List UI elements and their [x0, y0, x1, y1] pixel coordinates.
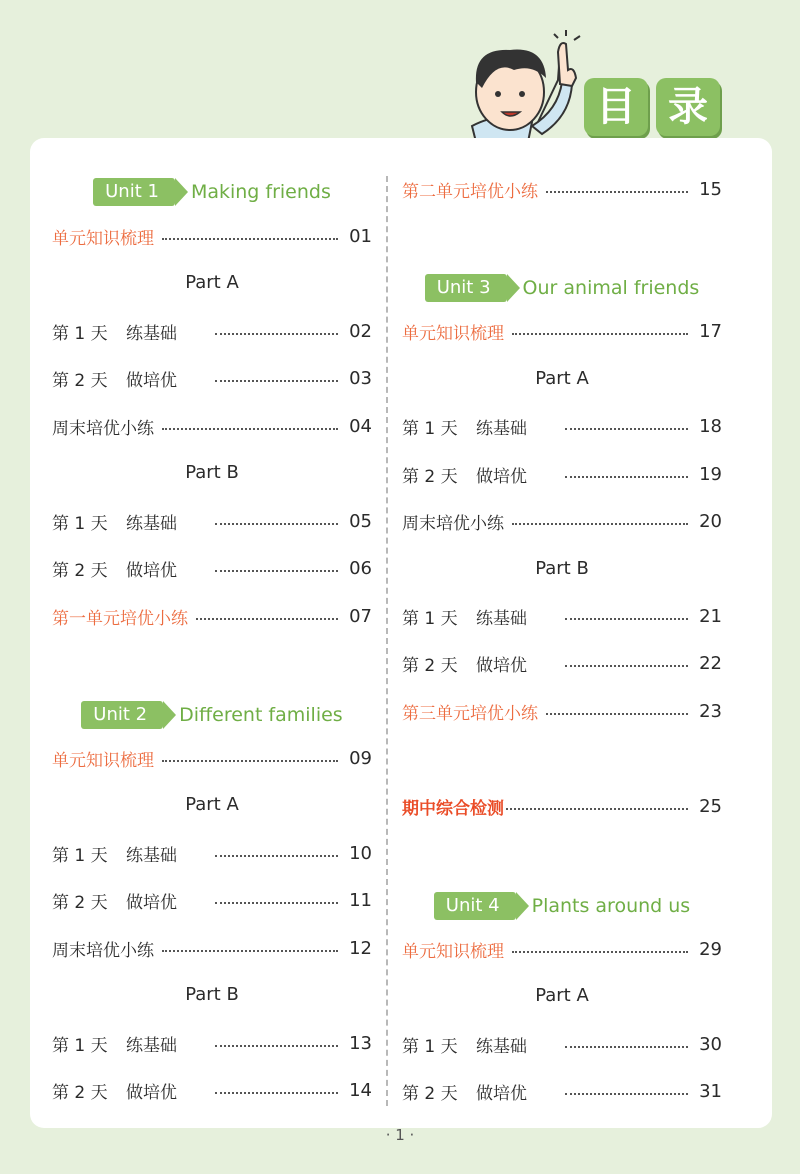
entry-label: 第二单元培优小练 [402, 181, 538, 202]
leader-dots [512, 945, 688, 953]
entry-page: 30 [699, 1033, 722, 1055]
entry-label: 第一单元培优小练 [52, 608, 188, 629]
entry-page: 13 [349, 1032, 372, 1054]
entry-day: 第 1 天 [52, 1035, 108, 1056]
leader-dots [215, 896, 338, 904]
leader-dots [565, 1087, 688, 1095]
toc-entry[interactable] [402, 174, 722, 204]
entry-label: 期中综合检测 [402, 798, 504, 819]
toc-entry-midterm[interactable] [402, 791, 722, 821]
toc-entry[interactable] [52, 316, 372, 346]
leader-dots [565, 659, 688, 667]
entry-activity: 做培优 [126, 892, 177, 913]
leader-dots [215, 1039, 338, 1047]
entry-page: 31 [699, 1080, 722, 1102]
unit-heading [52, 700, 372, 730]
leader-dots [506, 802, 688, 810]
entry-day: 第 1 天 [52, 845, 108, 866]
entry-page: 14 [349, 1079, 372, 1101]
entry-page: 03 [349, 367, 372, 389]
entry-activity: 做培优 [476, 1083, 527, 1104]
entry-page: 05 [349, 510, 372, 532]
entry-activity: 练基础 [126, 845, 177, 866]
part-heading: Part B [535, 558, 589, 579]
title-char-2: 录 [656, 78, 720, 136]
boy-pointing-mascot [462, 30, 592, 142]
leader-dots [162, 754, 338, 762]
leader-dots [162, 232, 338, 240]
toc-entry[interactable] [52, 553, 372, 583]
unit-heading [52, 177, 372, 207]
toc-entry[interactable] [52, 933, 372, 963]
leader-dots [565, 470, 688, 478]
entry-label: 单元知识梳理 [402, 323, 504, 344]
unit-topic: Plants around us [531, 895, 691, 917]
unit-badge: Unit 1 [93, 178, 175, 206]
entry-label: 单元知识梳理 [52, 750, 154, 771]
entry-day: 第 2 天 [402, 466, 458, 487]
entry-page: 15 [699, 178, 722, 200]
leader-dots [546, 185, 688, 193]
part-heading: Part A [185, 794, 239, 815]
entry-page: 25 [699, 795, 722, 817]
leader-dots [512, 327, 688, 335]
leader-dots [565, 422, 688, 430]
entry-page: 04 [349, 415, 372, 437]
entry-day: 第 1 天 [52, 323, 108, 344]
part-heading: Part A [535, 368, 589, 389]
unit-badge: Unit 2 [81, 701, 163, 729]
leader-dots [162, 944, 338, 952]
leader-dots [215, 564, 338, 572]
unit-badge: Unit 3 [425, 274, 507, 302]
unit-topic: Different families [179, 704, 343, 726]
toc-entry[interactable] [52, 363, 372, 393]
page-number: · 1 · [385, 1126, 415, 1144]
entry-page: 07 [349, 605, 372, 627]
leader-dots [565, 1040, 688, 1048]
leader-dots [565, 612, 688, 620]
entry-day: 第 2 天 [52, 892, 108, 913]
entry-label: 周末培优小练 [52, 418, 154, 439]
leader-dots [215, 374, 338, 382]
entry-label: 周末培优小练 [52, 940, 154, 961]
entry-label: 第三单元培优小练 [402, 703, 538, 724]
entry-page: 11 [349, 889, 372, 911]
toc-entry[interactable] [52, 885, 372, 915]
leader-dots [215, 1086, 338, 1094]
entry-activity: 练基础 [476, 608, 527, 629]
toc-entry[interactable] [52, 743, 372, 773]
toc-entry[interactable] [402, 1076, 722, 1106]
entry-page: 22 [699, 652, 722, 674]
entry-activity: 练基础 [476, 1036, 527, 1057]
entry-day: 第 1 天 [402, 1036, 458, 1057]
entry-day: 第 1 天 [402, 418, 458, 439]
toc-entry[interactable] [402, 1029, 722, 1059]
unit-heading [402, 891, 722, 921]
entry-day: 第 2 天 [52, 560, 108, 581]
entry-activity: 练基础 [126, 513, 177, 534]
title-char-1: 目 [584, 78, 648, 136]
toc-entry[interactable] [52, 1075, 372, 1105]
entry-activity: 做培优 [126, 560, 177, 581]
part-heading: Part A [535, 985, 589, 1006]
part-heading: Part B [185, 462, 239, 483]
entry-day: 第 2 天 [402, 655, 458, 676]
column-divider [386, 176, 388, 1106]
leader-dots [546, 707, 688, 715]
leader-dots [215, 517, 338, 525]
entry-page: 06 [349, 557, 372, 579]
leader-dots [215, 849, 338, 857]
toc-entry[interactable] [52, 221, 372, 251]
entry-page: 12 [349, 937, 372, 959]
part-heading: Part A [185, 272, 239, 293]
entry-activity: 做培优 [476, 655, 527, 676]
entry-page: 02 [349, 320, 372, 342]
leader-dots [215, 327, 338, 335]
entry-day: 第 1 天 [402, 608, 458, 629]
leader-dots [162, 422, 338, 430]
entry-activity: 做培优 [126, 1082, 177, 1103]
entry-activity: 做培优 [126, 370, 177, 391]
entry-day: 第 2 天 [402, 1083, 458, 1104]
toc-entry[interactable] [52, 838, 372, 868]
toc-entry[interactable] [52, 601, 372, 631]
entry-page: 23 [699, 700, 722, 722]
entry-page: 17 [699, 320, 722, 342]
page-header [0, 0, 800, 140]
toc-entry[interactable] [402, 696, 722, 726]
entry-page: 09 [349, 747, 372, 769]
entry-page: 10 [349, 842, 372, 864]
toc-entry[interactable] [402, 411, 722, 441]
toc-entry[interactable] [402, 601, 722, 631]
entry-label: 单元知识梳理 [52, 228, 154, 249]
entry-page: 21 [699, 605, 722, 627]
entry-page: 19 [699, 463, 722, 485]
entry-activity: 做培优 [476, 466, 527, 487]
entry-day: 第 2 天 [52, 370, 108, 391]
toc-entry[interactable] [52, 1028, 372, 1058]
entry-day: 第 2 天 [52, 1082, 108, 1103]
toc-entry[interactable] [402, 648, 722, 678]
unit-topic: Making friends [190, 181, 331, 203]
entry-page: 18 [699, 415, 722, 437]
entry-page: 29 [699, 938, 722, 960]
leader-dots [196, 612, 338, 620]
toc-entry[interactable] [402, 506, 722, 536]
entry-activity: 练基础 [126, 1035, 177, 1056]
part-heading: Part B [185, 984, 239, 1005]
entry-activity: 练基础 [126, 323, 177, 344]
toc-entry[interactable] [402, 459, 722, 489]
unit-topic: Our animal friends [522, 277, 700, 299]
toc-entry[interactable] [402, 934, 722, 964]
leader-dots [512, 517, 688, 525]
entry-label: 周末培优小练 [402, 513, 504, 534]
toc-entry[interactable] [52, 506, 372, 536]
entry-label: 单元知识梳理 [402, 941, 504, 962]
entry-page: 01 [349, 225, 372, 247]
entry-activity: 练基础 [476, 418, 527, 439]
toc-entry[interactable] [52, 411, 372, 441]
toc-entry[interactable] [402, 316, 722, 346]
unit-heading [402, 273, 722, 303]
unit-badge: Unit 4 [434, 892, 516, 920]
entry-page: 20 [699, 510, 722, 532]
entry-day: 第 1 天 [52, 513, 108, 534]
